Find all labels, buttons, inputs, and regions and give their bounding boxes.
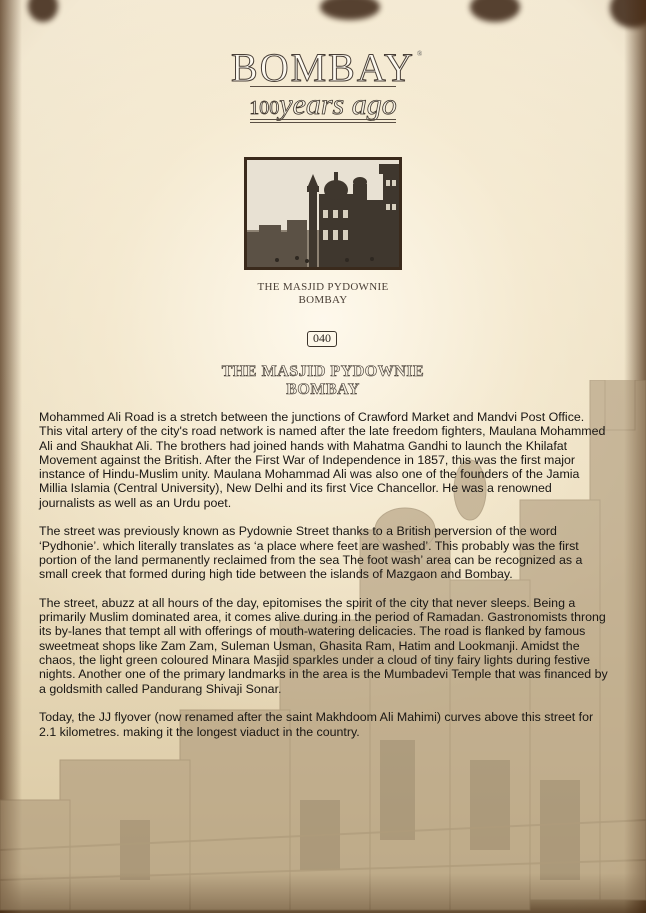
historic-mosque-photo-icon bbox=[247, 160, 399, 267]
registered-mark: ® bbox=[417, 50, 423, 58]
burnt-edge-decoration bbox=[28, 0, 58, 22]
article-paragraph: The street was previously known as Pydownie Street thanks to a British perversion of the word ‘Pydhonie’. which literally translates as ‘a place where feet are washed’. This probably was the first portion of the land permanently reclaimed from the sea The foot wash’ area can be recognized as a small creek that formed during high tide between the islands of Mazgaon and Bombay. bbox=[39, 524, 583, 582]
burnt-edge-decoration bbox=[470, 0, 520, 22]
article-paragraph: Mohammed Ali Road is a stretch between the junctions of Crawford Market and Mandvi Post Office. This vital artery of the city's road network is named after the late freedom fighters, Maulana Mohammed Ali and Shaukhat Ali. The brothers had joined hands with Mahatma Gandhi to launch the Khilafat Movement against the British. After the First War of Independence in 1857, this was the first major instance of Hindu-Muslim unity. Maulana Mohammad Ali was also one of the founders of the Jamia Millia Islamia (Central University), New Delhi and its first Vice Chancellor. He was a renowned journalists as well as an Urdu poet. bbox=[39, 410, 606, 510]
photo-caption-line1: THE MASJID PYDOWNIE bbox=[257, 281, 389, 293]
brand-divider bbox=[250, 86, 396, 87]
photo-frame bbox=[244, 157, 402, 270]
brand-title: BOMBAY bbox=[231, 45, 415, 90]
page-number-badge: 040 bbox=[307, 331, 337, 347]
article-title-line1: THE MASJID PYDOWNIE bbox=[221, 363, 425, 380]
photo-caption-line2: BOMBAY bbox=[298, 294, 348, 306]
brand-subtitle-number: 100 bbox=[249, 97, 280, 119]
article-paragraph: Today, the JJ flyover (now renamed after the saint Makhdoom Ali Mahimi) curves above this street for 2.1 kilometres. making it the longest viaduct in the country. bbox=[39, 710, 594, 739]
brand-subtitle-text: years ago bbox=[279, 88, 397, 121]
burnt-edge-decoration bbox=[320, 0, 380, 20]
brand-divider bbox=[250, 119, 396, 120]
article-body bbox=[39, 410, 609, 753]
brand-divider bbox=[250, 122, 396, 123]
brand-subtitle bbox=[0, 88, 646, 122]
article-title-line2: BOMBAY bbox=[286, 381, 360, 398]
article-paragraph: The street, abuzz at all hours of the day, epitomises the spirit of the city that never sleeps. Being a primarily Muslim dominated area, it comes alive during in the period of Ramadan. Gastronomists throng its by-lanes that tempt all with offerings of mouth-watering delicacies. The road is flanked by famous sweetmeat shops like Zam Zam, Suleman Usman, Ghasita Ram, Hatim and Lookmanji. Amidst the chaos, the light green coloured Minara Masjid sparkles under a cloud of tiny fairy lights during festive nights. Another one of the primary landmarks in the area is the Mumbadevi Temple that was financed by a goldsmith called Pandurang Shivaji Sonar. bbox=[39, 595, 608, 696]
